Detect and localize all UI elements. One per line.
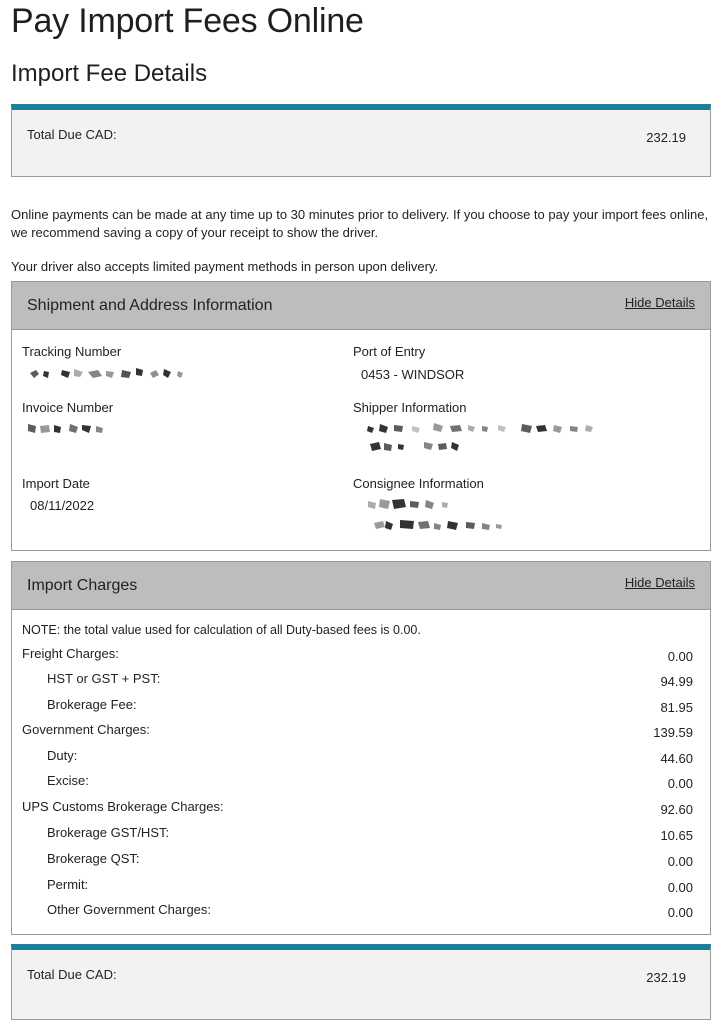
- charge-row-hst-gst-pst: [12, 671, 712, 691]
- charge-label: Government Charges:: [22, 722, 150, 737]
- charges-panel-header: [12, 562, 710, 610]
- import-date-value: 08/11/2022: [30, 498, 95, 513]
- charge-value: 0.00: [667, 649, 693, 664]
- charge-value: 94.99: [660, 674, 693, 689]
- port-of-entry-value: 0453 - WINDSOR: [361, 367, 465, 382]
- shipment-panel-header: [12, 282, 710, 330]
- charge-label: Duty:: [47, 748, 78, 763]
- charge-label: Excise:: [47, 773, 89, 788]
- charge-row-ups-brokerage: [12, 799, 712, 819]
- total-due-bottom: [11, 944, 711, 1020]
- consignee-info-redacted: [362, 495, 522, 535]
- charge-label: HST or GST + PST:: [47, 671, 161, 686]
- charge-row-permit: [12, 877, 712, 897]
- import-charges-panel: [11, 561, 711, 935]
- page-title: Pay Import Fees Online: [11, 2, 364, 40]
- charge-label: Other Government Charges:: [47, 902, 212, 917]
- charge-label: Permit:: [47, 877, 89, 892]
- total-due-top: [11, 104, 711, 177]
- total-due-value: 232.19: [646, 130, 686, 145]
- charge-label: Brokerage Fee:: [47, 697, 137, 712]
- import-date-label: Import Date: [22, 476, 90, 491]
- charge-row-duty: [12, 748, 712, 768]
- driver-info-text: Your driver also accepts limited payment methods in person upon delivery.: [11, 259, 439, 274]
- total-due-label: Total Due CAD:: [27, 967, 117, 982]
- charge-row-brokerage-gst-hst: [12, 825, 712, 845]
- tracking-number-redacted: [26, 365, 186, 381]
- charge-row-other-government: [12, 902, 712, 922]
- total-due-value: 232.19: [646, 970, 686, 985]
- charge-label: Brokerage GST/HST:: [47, 825, 170, 840]
- charge-value: 44.60: [660, 751, 693, 766]
- charge-value: 0.00: [667, 854, 693, 869]
- shipper-info-label: Shipper Information: [353, 400, 467, 415]
- charge-value: 10.65: [660, 828, 693, 843]
- invoice-number-redacted: [26, 420, 116, 436]
- charges-panel-title: Import Charges: [27, 577, 138, 594]
- charge-row-government: [12, 722, 712, 742]
- charge-value: 0.00: [667, 880, 693, 895]
- charge-row-excise: [12, 773, 712, 793]
- shipment-hide-details-link[interactable]: Hide Details: [624, 295, 695, 310]
- charge-value: 92.60: [660, 802, 693, 817]
- charge-label: Freight Charges:: [22, 646, 119, 661]
- charge-row-brokerage-qst: [12, 851, 712, 871]
- payment-info-text: Online payments can be made at any time up to 30 minutes prior to delivery. If you choose to pay your import fees online, we recommend saving a copy of your receipt to show the driver.: [11, 207, 709, 240]
- charge-row-freight: [12, 646, 712, 666]
- shipment-panel-title: Shipment and Address Information: [27, 297, 273, 314]
- shipper-info-redacted: [364, 420, 614, 456]
- charge-row-brokerage-fee: [12, 697, 712, 717]
- port-of-entry-label: Port of Entry: [353, 344, 426, 359]
- charge-value: 0.00: [667, 905, 693, 920]
- invoice-number-label: Invoice Number: [22, 400, 114, 415]
- duty-note: NOTE: the total value used for calculation of all Duty-based fees is 0.00.: [22, 623, 421, 637]
- shipment-panel: [11, 281, 711, 551]
- charge-value: 139.59: [653, 725, 693, 740]
- charge-value: 0.00: [667, 776, 693, 791]
- total-due-label: Total Due CAD:: [27, 127, 117, 142]
- tracking-number-label: Tracking Number: [22, 344, 122, 359]
- charge-label: Brokerage QST:: [47, 851, 140, 866]
- charge-value: 81.95: [660, 700, 693, 715]
- charge-label: UPS Customs Brokerage Charges:: [22, 799, 224, 814]
- charges-hide-details-link[interactable]: Hide Details: [624, 575, 695, 590]
- section-title: Import Fee Details: [11, 60, 208, 87]
- consignee-info-label: Consignee Information: [353, 476, 484, 491]
